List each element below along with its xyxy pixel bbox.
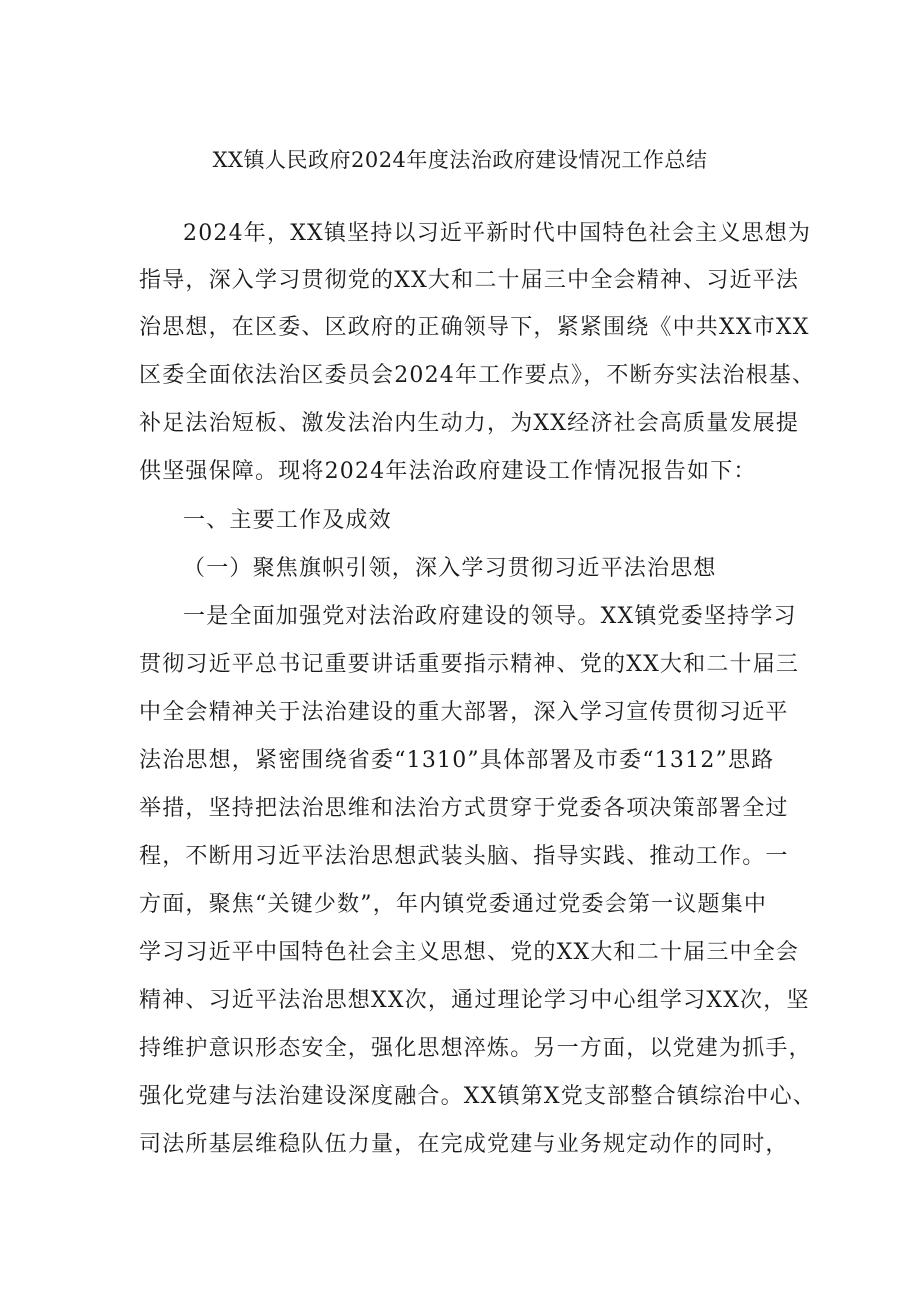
body-line: 司法所基层维稳队伍力量，在完成党建与业务规定动作的同时，: [139, 1132, 789, 1157]
subsection-heading: （一）聚焦旗帜引领，深入学习贯彻习近平法治思想: [183, 556, 717, 581]
body-line: 贯彻习近平总书记重要讲话重要指示精神、党的XX大和二十届三: [139, 652, 800, 677]
intro-line: 补足法治短板、激发法治内生动力，为XX经济社会高质量发展提: [139, 411, 800, 436]
body-line: 程，不断用习近平法治思想武装头脑、指导实践、推动工作。一: [139, 844, 789, 869]
body-line: 法治思想，紧密围绕省委“1310”具体部署及市委“1312”思路: [139, 748, 775, 773]
body-line: 一是全面加强党对法治政府建设的领导。XX镇党委坚持学习: [183, 604, 797, 629]
intro-line: 供坚强保障。现将2024年法治政府建设工作情况报告如下：: [139, 459, 757, 484]
body-line: 方面，聚焦“关键少数”，年内镇党委通过党委会第一议题集中: [139, 892, 768, 917]
body-line: 举措，坚持把法治思维和法治方式贯穿于党委各项决策部署全过: [139, 796, 789, 821]
intro-line: 治思想，在区委、区政府的正确领导下，紧紧围绕《中共XX市XX: [139, 315, 810, 340]
intro-line: 区委全面依法治区委员会2024年工作要点》，不断夯实法治根基、: [139, 363, 816, 388]
section-heading: 一、主要工作及成效: [183, 508, 392, 533]
body-line: 学习习近平中国特色社会主义思想、党的XX大和二十届三中全会: [139, 940, 800, 965]
body-line: 精神、习近平法治思想XX次，通过理论学习中心组学习XX次，坚: [139, 988, 810, 1013]
body-line: 强化党建与法治建设深度融合。XX镇第X党支部整合镇综治中心、: [139, 1084, 816, 1109]
document-title: XX镇人民政府2024年度法治政府建设情况工作总结: [212, 148, 708, 172]
intro-line: 指导，深入学习贯彻党的XX大和二十届三中全会精神、习近平法: [139, 268, 800, 293]
body-line: 中全会精神关于法治建设的重大部署，深入学习宣传贯彻习近平: [139, 700, 789, 725]
intro-line: 2024年，XX镇坚持以习近平新时代中国特色社会主义思想为: [183, 221, 812, 246]
body-line: 持维护意识形态安全，强化思想淬炼。另一方面，以党建为抓手，: [139, 1036, 812, 1061]
